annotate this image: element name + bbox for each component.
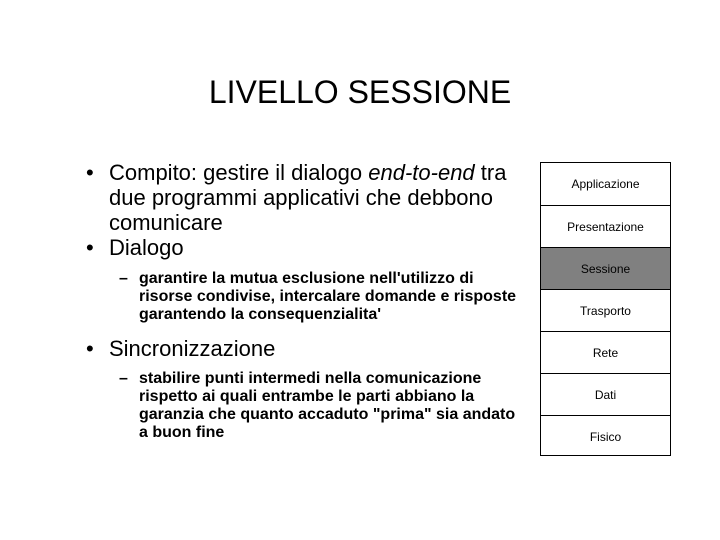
osi-layer-trasporto: Trasporto bbox=[541, 289, 670, 331]
bullet-sincronizzazione bbox=[86, 336, 526, 361]
sub-bullet-sincronizzazione-text: stabilire punti intermedi nella comunicazione rispetto ai quali entrambe le parti abbiano la garanzia che quanto accaduto "prima" sia andato a buon fine bbox=[139, 370, 516, 441]
slide-title: LIVELLO SESSIONE bbox=[208, 74, 512, 110]
osi-layer-fisico: Fisico bbox=[541, 415, 670, 457]
osi-layer-applicazione: Applicazione bbox=[571, 177, 640, 191]
osi-stack bbox=[540, 162, 671, 456]
bullet-compito-text-1: Compito: gestire il dialogo bbox=[109, 160, 369, 185]
osi-layer-presentazione: Presentazione bbox=[541, 205, 670, 247]
bullet-sincronizzazione-text: Sincronizzazione bbox=[109, 336, 276, 361]
osi-layer-dati: Dati bbox=[541, 373, 670, 415]
sub-bullet-dialogo bbox=[119, 270, 526, 324]
bullet-marker: • bbox=[86, 235, 94, 260]
sub-bullet-marker: – bbox=[119, 270, 128, 287]
bullet-compito-text-2: tra due programmi applicativi che debbono comunicare bbox=[109, 160, 507, 235]
bullet-marker: • bbox=[86, 336, 94, 361]
bullet-compito bbox=[86, 160, 526, 235]
sub-bullet-dialogo-text: garantire la mutua esclusione nell'utilizzo di risorse condivise, intercalare domande e risposte garantendo la consequenzialita' bbox=[139, 270, 517, 323]
bullet-list bbox=[86, 160, 526, 442]
sub-bullet-marker: – bbox=[119, 370, 128, 387]
bullet-compito-italic: end-to-end bbox=[368, 160, 475, 185]
osi-layer-sessione: Sessione bbox=[541, 247, 670, 289]
bullet-dialogo-text: Dialogo bbox=[109, 235, 184, 260]
sub-bullet-sincronizzazione bbox=[119, 370, 526, 442]
bullet-dialogo bbox=[86, 235, 526, 260]
bullet-marker: • bbox=[86, 160, 94, 185]
osi-layer-rete: Rete bbox=[541, 331, 670, 373]
